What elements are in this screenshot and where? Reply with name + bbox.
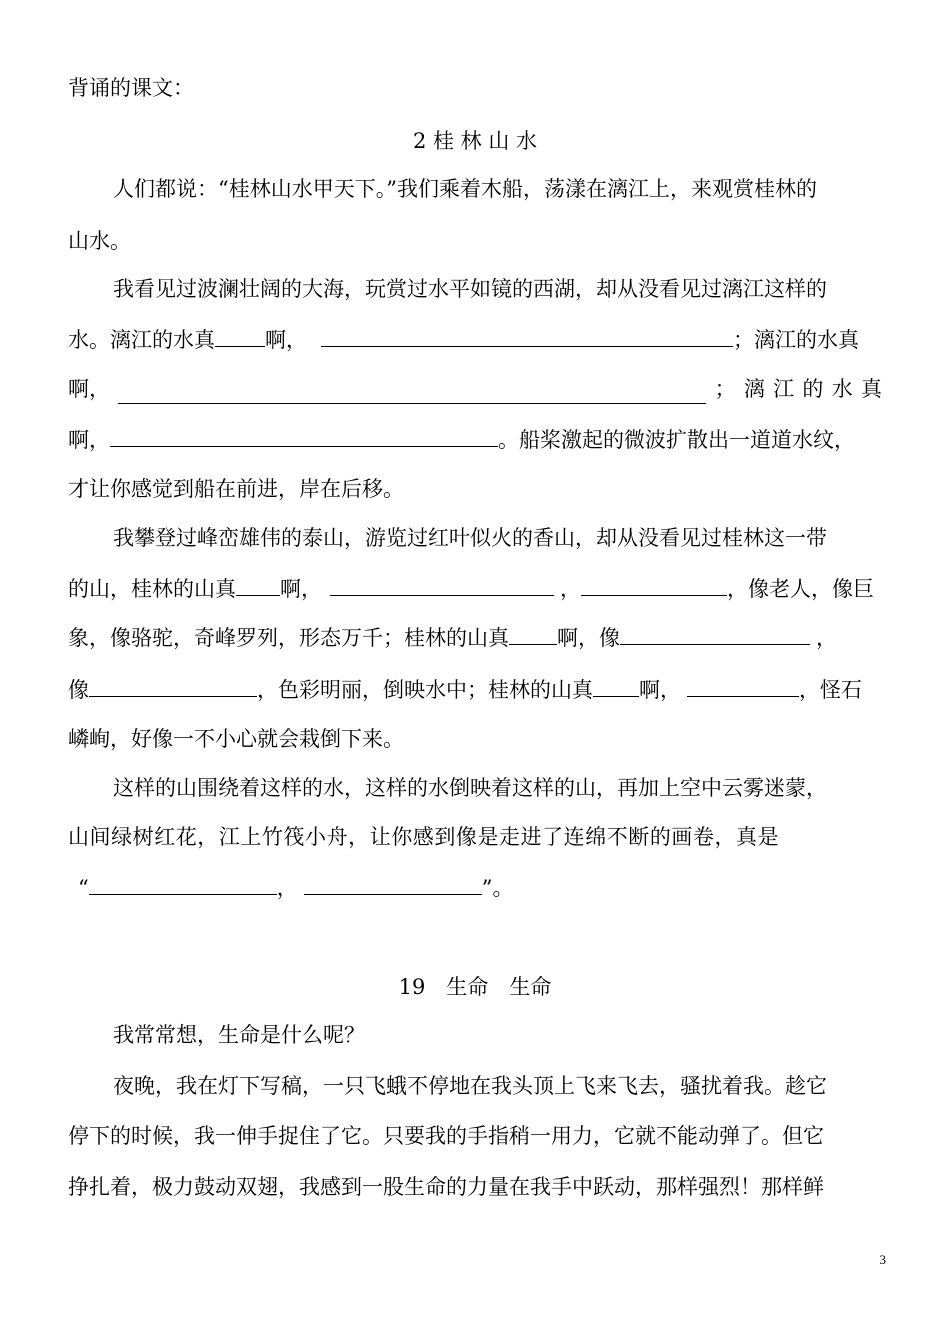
paragraph-1-line-1: 人们都说：“桂林山水甲天下。”我们乘着木船，荡漾在漓江上，来观赏桂林的 <box>113 177 817 201</box>
lesson-title-guilin: 2 桂 林 山 水 <box>412 129 538 153</box>
paragraph-3-line-4: 像 ，色彩明丽，倒映水中；桂林的山真 啊， ，怪石 <box>68 674 882 705</box>
blank[interactable] <box>330 573 554 596</box>
paragraph-4-line-3: “ ， ”。 <box>68 872 882 903</box>
paragraph-3-line-5: 嶙峋，好像一不小心就会栽倒下来。 <box>68 727 404 751</box>
paragraph-3-line-3: 象，像骆驼，奇峰罗列，形态万千；桂林的山真 啊，像 ， <box>68 622 882 653</box>
paragraph-1-line-2: 山水。 <box>68 229 131 253</box>
blank[interactable] <box>304 872 482 895</box>
blank[interactable] <box>236 573 280 596</box>
blank[interactable] <box>89 674 257 697</box>
paragraph-3-line-2: 的山，桂林的山真 啊， ， ，像老人，像巨 <box>68 573 882 604</box>
intro-label: 背诵的课文： <box>68 76 194 100</box>
paragraph-3-line-1: 我攀登过峰峦雄伟的泰山，游览过红叶似火的香山，却从没看见过桂林这一带 <box>113 526 827 550</box>
paragraph-2-line-4: 啊， 。船桨激起的微波扩散出一道道水纹， <box>68 424 882 455</box>
paragraph-4-line-2: 山间绿树红花，江上竹筏小舟，让你感到像是走进了连绵不断的画卷，真是 <box>68 825 780 849</box>
blank[interactable] <box>581 573 727 596</box>
paragraph-4-line-1: 这样的山围绕着这样的水，这样的水倒映着这样的山，再加上空中云雾迷蒙， <box>113 776 827 800</box>
page-number: 3 <box>879 1252 886 1267</box>
blank[interactable] <box>687 674 799 697</box>
paragraph-2-line-5: 才让你感觉到船在前进，岸在后移。 <box>68 477 404 501</box>
paragraph-2-line-2: 水。漓江的水真 啊， ；漓江的水真 <box>68 324 882 355</box>
life-paragraph-2-line-1: 夜晚，我在灯下写稿，一只飞蛾不停地在我头顶上飞来飞去，骚扰着我。趁它 <box>113 1074 827 1098</box>
life-paragraph-2-line-3: 挣扎着，极力鼓动双翅，我感到一股生命的力量在我手中跃动，那样强烈！那样鲜 <box>68 1175 824 1199</box>
blank[interactable] <box>89 872 277 895</box>
blank[interactable] <box>620 622 810 645</box>
paragraph-2-line-3: 啊， ； 漓 江 的 水 真 <box>68 374 882 404</box>
blank[interactable] <box>110 424 498 447</box>
paragraph-2-line-1: 我看见过波澜壮阔的大海，玩赏过水平如镜的西湖，却从没看见过漓江这样的 <box>113 277 827 301</box>
blank[interactable] <box>118 381 706 404</box>
lesson-title-life: 19 生命 生命 <box>398 975 552 999</box>
blank[interactable] <box>215 324 265 347</box>
blank[interactable] <box>321 324 733 347</box>
life-paragraph-1: 我常常想，生命是什么呢？ <box>113 1023 365 1047</box>
blank[interactable] <box>509 622 557 645</box>
blank[interactable] <box>593 674 639 697</box>
life-paragraph-2-line-2: 停下的时候，我一伸手捉住了它。只要我的手指稍一用力，它就不能动弹了。但它 <box>68 1124 824 1148</box>
